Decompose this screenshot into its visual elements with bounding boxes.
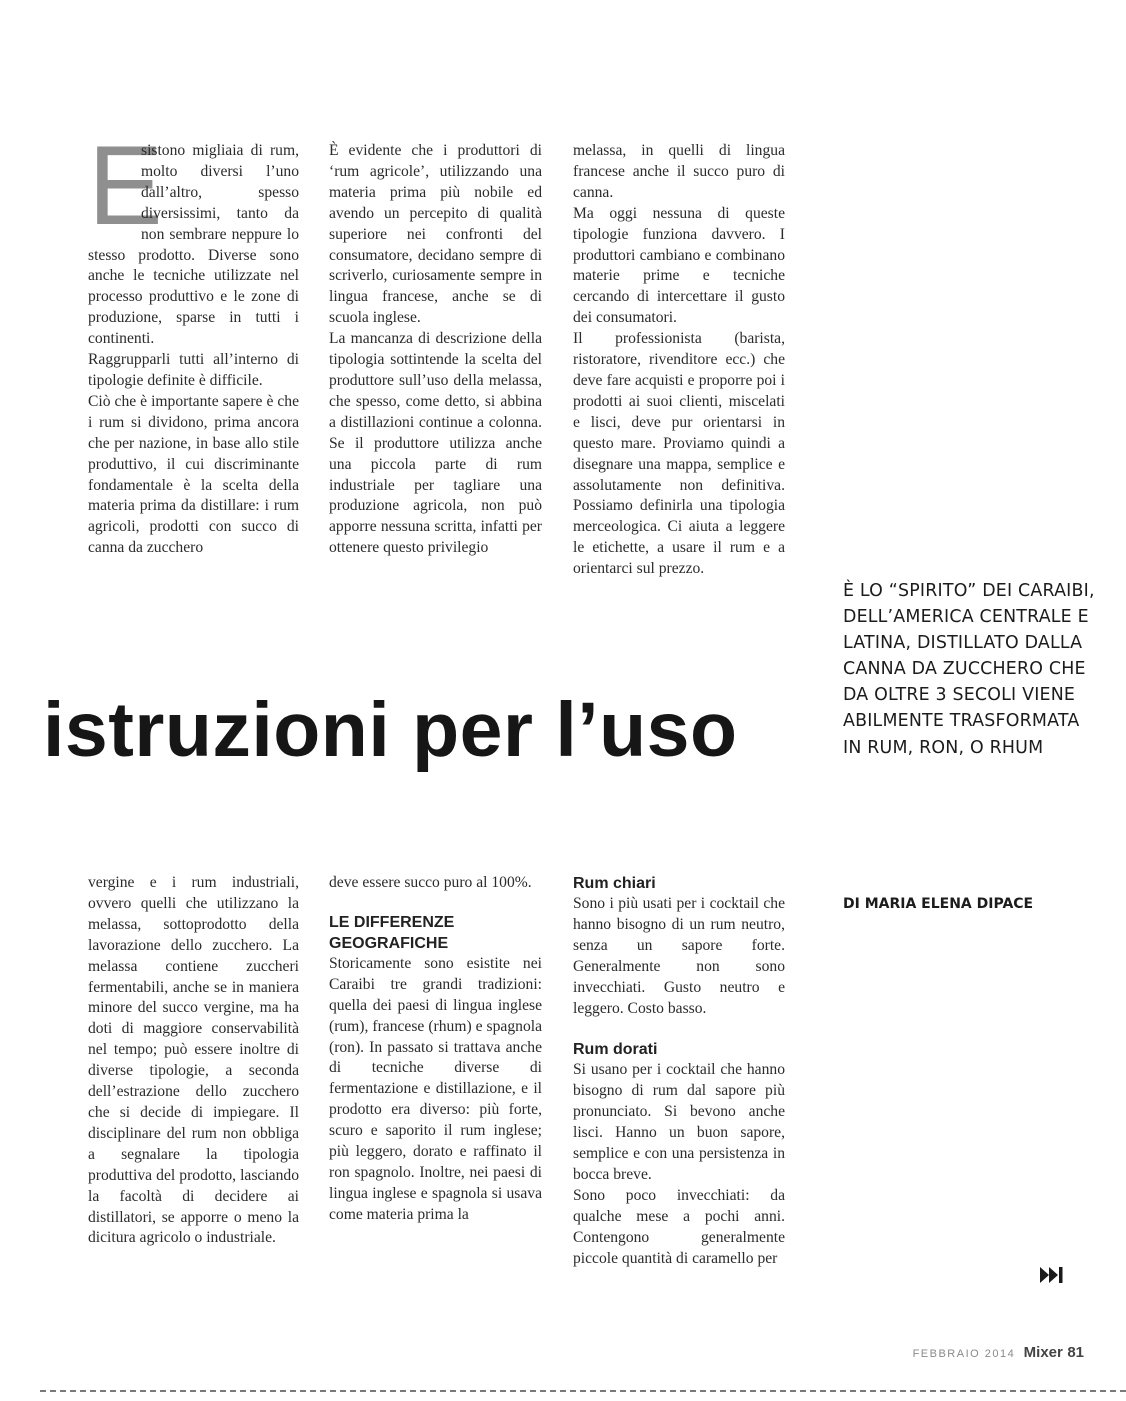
paragraph: Raggrupparli tutti all’interno di tipologie definite è difficile. <box>88 351 299 389</box>
article-column-2-bottom <box>329 873 542 1226</box>
section-subhead: Rum dorati <box>573 1041 658 1059</box>
paragraph: sistono migliaia di rum, molto diversi l’uno dall’altro, spesso diversissimi, tanto da non sembrare neppure lo stesso prodotto. Diverse sono anche le tecniche utilizzate nel processo produttivo e le zone di produzione, sparse in tutti i continenti. <box>88 142 299 348</box>
article-headline: istruzioni per l’uso <box>43 687 738 773</box>
cut-line-divider <box>40 1390 1126 1392</box>
paragraph: melassa, in quelli di lingua francese anche il succo puro di canna. <box>573 142 785 201</box>
article-column-2-top <box>329 141 542 559</box>
sidebar-quote: È LO “SPIRITO” DEI CARAIBI, DELL’AMERICA CENTRALE E LATINA, DISTILLATO DALLA CANNA DA ZUCCHERO CHE DA OLTRE 3 SECOLI VIENE ABILMENTE TRASFORMATA IN RUM, RON, O RHUM <box>843 581 1095 758</box>
paragraph: È evidente che i produttori di ‘rum agricole’, utilizzando una materia prima più nobile ed avendo un percepito di qualità superiore nei confronti del consumatore, decidano sempre di scriverlo, curiosamente sempre in lingua francese, anche se di scuola inglese. <box>329 142 542 327</box>
paragraph: vergine e i rum industriali, ovvero quelli che utilizzano la melassa, sottoprodotto della lavorazione dello zucchero. La melassa contiene zuccheri fermentabili, anche se in maniera minore del succo vergine, ma ha doti di maggiore conservabilità nel tempo; può essere inoltre di diverse tipologie, a seconda dell’estrazione dello zucchero che si decide di impiegare. Il disciplinare del rum non obbliga a segnalare la tipologia produttiva del prodotto, lasciando la facoltà di decidere ai distillatori, se apporre o meno la dicitura agricolo o industriale. <box>88 874 299 1247</box>
paragraph: Il professionista (barista, ristoratore, rivenditore ecc.) che deve fare acquisti e proporre poi i prodotti ai suoi clienti, miscelati e lisci, deve pur orientarsi in questo mare. Proviamo quindi a disegnare una mappa, semplice e assolutamente non definitiva. Possiamo definirla una tipologia merceologica. Ci aiuta a leggere le etichette, a usare il rum e a orientarci sul prezzo. <box>573 330 785 578</box>
paragraph: Ciò che è importante sapere è che i rum si dividono, prima ancora che per nazione, in base allo stile produttivo, il cui discriminante fondamentale è la scelta della materia prima da distillare: i rum agricoli, prodotti con succo di canna da zucchero <box>88 392 299 557</box>
article-column-1-top <box>88 123 299 559</box>
magazine-name: Mixer <box>1023 1344 1063 1361</box>
article-column-3-bottom <box>573 873 785 1270</box>
paragraph: Sono i più usati per i cocktail che hanno bisogno di un rum neutro, senza un sapore forte. Generalmente non sono invecchiati. Gusto neutro e leggero. Costo basso. <box>573 895 785 1017</box>
page-number: 81 <box>1067 1344 1084 1361</box>
section-subhead: LE DIFFERENZE GEOGRAFICHE <box>329 913 455 952</box>
fast-forward-icon[interactable] <box>1040 1266 1064 1284</box>
paragraph: Sono poco invecchiati: da qualche mese a pochi anni. Contengono generalmente piccole quantità di caramello per <box>573 1186 785 1267</box>
section-subhead: Rum chiari <box>573 875 656 892</box>
paragraph: Si usano per i cocktail che hanno bisogno di rum dal sapore più pronunciato. Si bevono anche lisci. Hanno un buon sapore, semplice e con una persistenza in bocca breve. <box>573 1061 785 1183</box>
dropcap-paragraph <box>88 123 299 350</box>
byline: DI MARIA ELENA DIPACE <box>843 896 1034 912</box>
article-column-3-top <box>573 141 785 580</box>
paragraph: Ma oggi nessuna di queste tipologie funziona davvero. I produttori cambiano e combinano materie prime e tecniche cercando di intercettare il gusto dei consumatori. <box>573 204 785 327</box>
paragraph: Storicamente sono esistite nei Caraibi tre grandi tradizioni: quella dei paesi di lingua inglese (rum), francese (rhum) e spagnola (ron). In passato si trattava anche di tecniche diverse di fermentazione e distillazione, e il prodotto era diverso: più forte, scuro e saporito il rum inglese; più leggero, dorato e raffinato il ron spagnolo. Inoltre, nei paesi di lingua inglese e spagnola si usava come materia prima la <box>329 954 542 1223</box>
paragraph: deve essere succo puro al 100%. <box>329 874 532 891</box>
dropcap: E <box>88 123 163 248</box>
issue-date: FEBBRAIO 2014 <box>912 1348 1016 1360</box>
article-column-1-bottom <box>88 873 299 1249</box>
paragraph: La mancanza di descrizione della tipologia sottintende la scelta del produttore sull’uso della melassa, che spesso, come detto, si abbina a distillazioni continue a colonna. Se il produttore utilizza anche una piccola parte di rum industriale per tagliare una produzione agricola, non può apporre nessuna scritta, infatti per ottenere questo privilegio <box>329 330 542 557</box>
page-footer <box>913 1344 1084 1362</box>
